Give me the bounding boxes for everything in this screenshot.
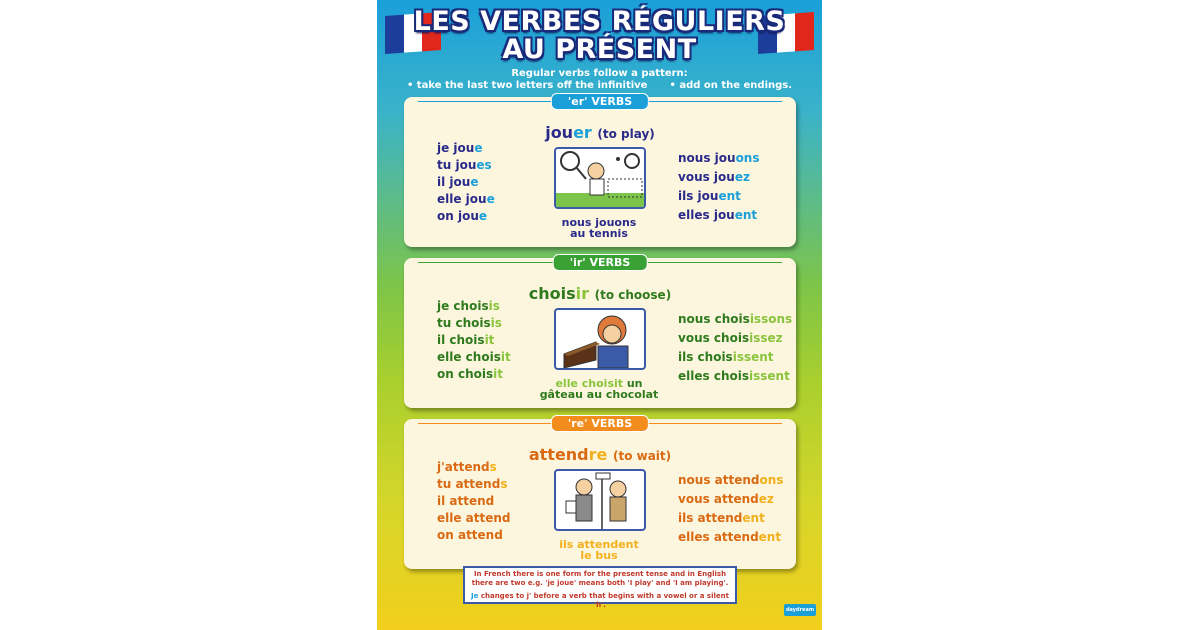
er-plural-list [678,149,760,225]
ir-singular-list [437,298,511,383]
ir-plural-list [678,310,792,386]
note-line [469,592,731,610]
list-item: il joue [437,175,479,189]
ir-verbs-panel [404,258,796,408]
list-item: vous jouez [678,170,750,184]
grammar-note [463,566,737,609]
infinitive-ending: er [573,123,592,142]
title-line-2: AU PRÉSENT [502,34,697,65]
list-item: il attend [437,494,495,508]
re-singular-list [437,459,511,544]
intro-text [377,68,822,92]
er-caption [524,217,674,239]
list-item: nous choisissons [678,312,793,326]
list-item: ils attendent [678,511,765,525]
list-item: on choisit [437,367,503,381]
re-caption [524,539,674,561]
er-verbs-label: 'er' VERBS [551,93,649,110]
list-item: ils jouent [678,189,741,203]
list-item: j'attends [437,460,497,474]
list-item: je joue [437,141,483,155]
intro-bullet: • add on the endings. [669,80,793,91]
infinitive-stem: attend [528,445,589,464]
list-item: elles choisissent [678,369,790,383]
note-text: changes to j' before a verb that begins with a vowel or a silent 'h'. [478,592,729,609]
intro-line: Regular verbs follow a pattern: [511,68,688,79]
infinitive-ending: ir [575,284,590,303]
list-item: je choisis [437,299,500,313]
caption-verb: elle choisit [555,377,624,390]
list-item: vous choisissez [678,331,783,345]
poster-title [377,8,822,64]
list-item: elles jouent [678,208,758,222]
caption-line: le bus [580,549,618,562]
re-plural-list [678,471,783,547]
caption-line: nous jouons [561,216,637,229]
meaning: (to wait) [612,449,672,463]
list-item: ils choisissent [678,350,774,364]
list-item: elle joue [437,192,495,206]
infinitive-stem: chois [528,284,576,303]
re-verbs-label: 're' VERBS [551,415,649,432]
note-line: In French there is one form for the present tense and in English there are two e.g. 'je joue' means both 'I play' and 'I am playing'. [471,570,729,587]
list-item: il choisit [437,333,495,347]
meaning: (to choose) [594,288,672,302]
caption-word: un [623,377,643,390]
meaning: (to play) [597,127,655,141]
note-je: Je [471,592,479,600]
list-item: tu choisis [437,316,502,330]
title-line-1: LES VERBES RÉGULIERS [413,6,786,37]
poster [377,0,822,630]
ir-caption [524,378,674,400]
infinitive-ending: re [588,445,608,464]
list-item: tu attends [437,477,508,491]
list-item: elles attendent [678,530,782,544]
list-item: nous jouons [678,151,760,165]
list-item: on joue [437,209,488,223]
list-item: on attend [437,528,503,542]
cake-illustration [554,308,646,370]
caption-line: ils attendent [559,538,639,551]
re-verbs-panel [404,419,796,569]
publisher-logo: daydream [784,604,816,616]
caption-line: gâteau au chocolat [539,388,659,401]
bus-stop-illustration [554,469,646,531]
er-singular-list [437,140,495,225]
intro-bullet: • take the last two letters off the infinitive [406,80,648,91]
list-item: elle choisit [437,350,511,364]
infinitive-stem: jou [545,123,574,142]
tennis-illustration [554,147,646,209]
list-item: elle attend [437,511,511,525]
list-item: nous attendons [678,473,784,487]
caption-line: au tennis [570,227,628,240]
ir-verbs-label: 'ir' VERBS [553,254,648,271]
er-verbs-panel [404,97,796,247]
list-item: tu joues [437,158,492,172]
list-item: vous attendez [678,492,774,506]
